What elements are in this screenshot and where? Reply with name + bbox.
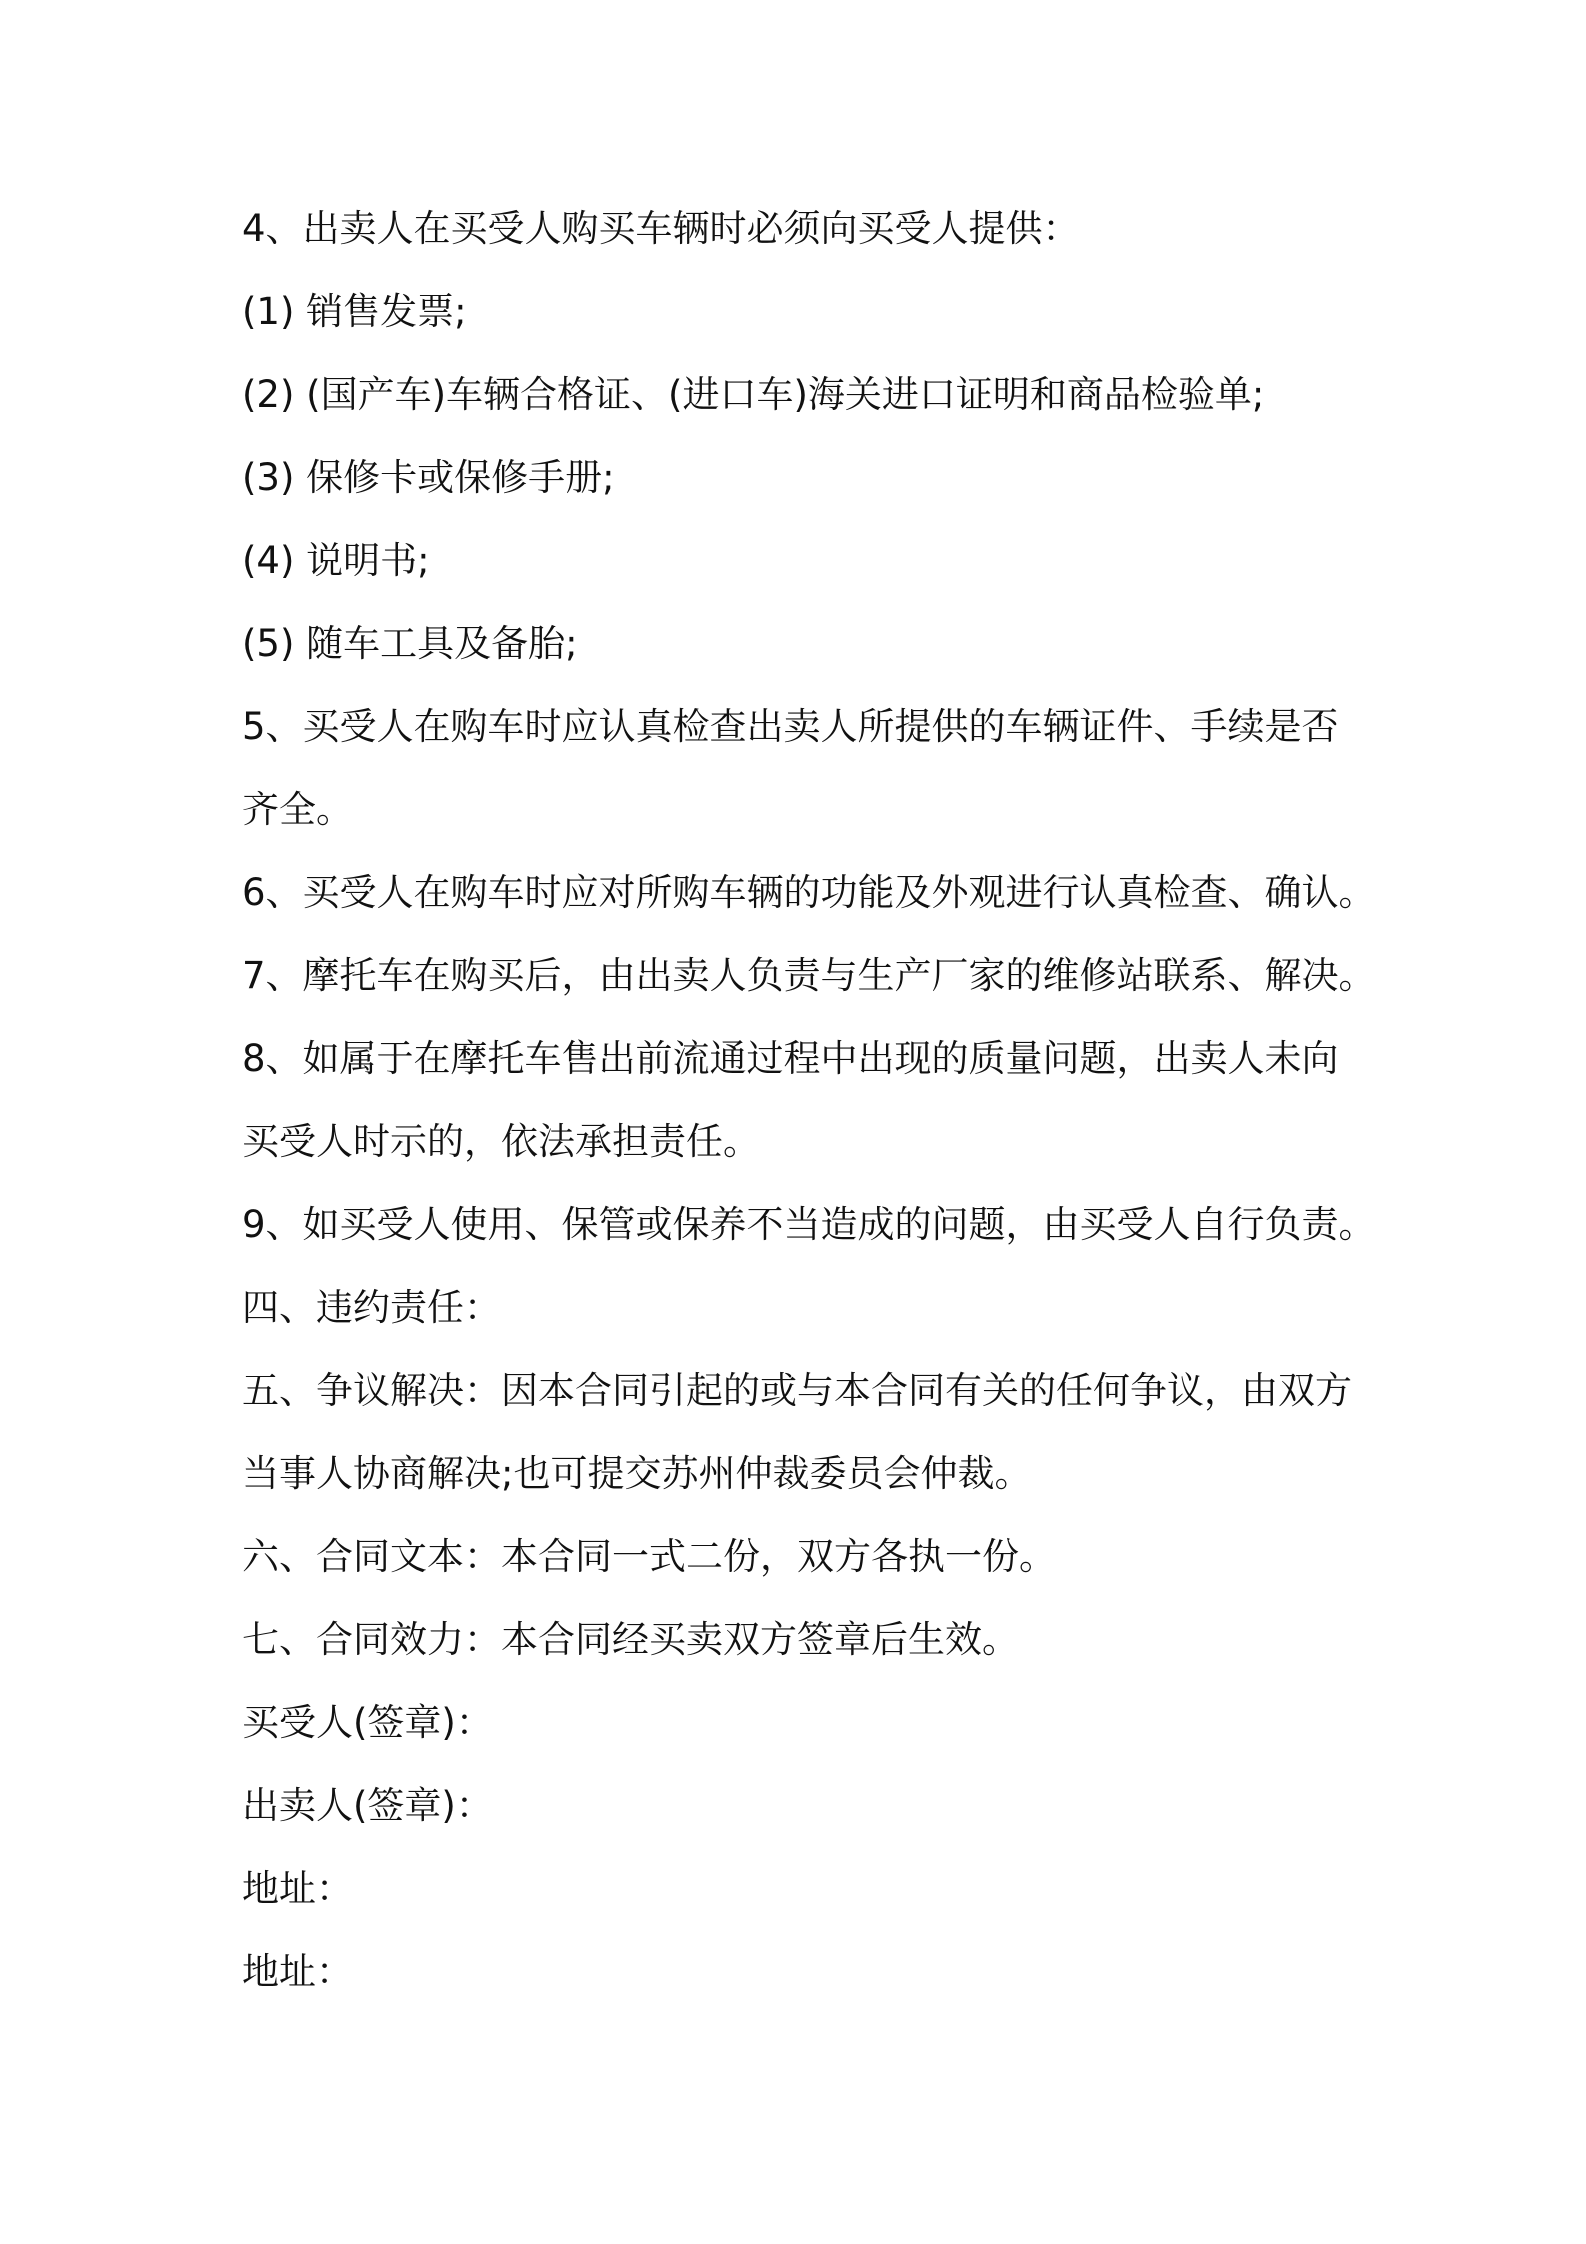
clause-5-line-2: 齐全。	[242, 788, 353, 831]
contract-body	[242, 203, 1382, 2029]
address-label-1: 地址：	[242, 1867, 353, 1910]
buyer-signature-label: 买受人(签章)：	[242, 1701, 493, 1744]
item-5-tools-spare-tire: (5) 随车工具及备胎;	[242, 622, 578, 665]
item-4-manual: (4) 说明书;	[242, 539, 430, 582]
section-5-dispute-line-1: 五、争议解决：因本合同引起的或与本合同有关的任何争议，由双方	[242, 1369, 1352, 1412]
clause-6: 6、买受人在购车时应对所购车辆的功能及外观进行认真检查、确认。	[242, 871, 1376, 914]
clause-8-line-1: 8、如属于在摩托车售出前流通过程中出现的质量问题，出卖人未向	[242, 1037, 1339, 1080]
clause-5-line-1: 5、买受人在购车时应认真检查出卖人所提供的车辆证件、手续是否	[242, 705, 1339, 748]
item-2-certificates: (2) (国产车)车辆合格证、(进口车)海关进口证明和商品检验单;	[242, 373, 1265, 416]
section-7-effectiveness: 七、合同效力：本合同经买卖双方签章后生效。	[242, 1618, 1019, 1661]
clause-4-seller-must-provide: 4、出卖人在买受人购买车辆时必须向买受人提供：	[242, 207, 1080, 250]
item-3-warranty-card: (3) 保修卡或保修手册;	[242, 456, 615, 499]
section-4-breach-liability: 四、违约责任：	[242, 1286, 501, 1329]
clause-9: 9、如买受人使用、保管或保养不当造成的问题，由买受人自行负责。	[242, 1203, 1376, 1246]
seller-signature-label: 出卖人(签章)：	[242, 1784, 493, 1827]
section-6-contract-copies: 六、合同文本：本合同一式二份，双方各执一份。	[242, 1535, 1056, 1578]
clause-7: 7、摩托车在购买后，由出卖人负责与生产厂家的维修站联系、解决。	[242, 954, 1376, 997]
item-1-sales-invoice: (1) 销售发票;	[242, 290, 467, 333]
clause-8-line-2: 买受人时示的，依法承担责任。	[242, 1120, 760, 1163]
address-label-2: 地址：	[242, 1950, 353, 1993]
section-5-dispute-line-2: 当事人协商解决;也可提交苏州仲裁委员会仲裁。	[242, 1452, 1032, 1495]
